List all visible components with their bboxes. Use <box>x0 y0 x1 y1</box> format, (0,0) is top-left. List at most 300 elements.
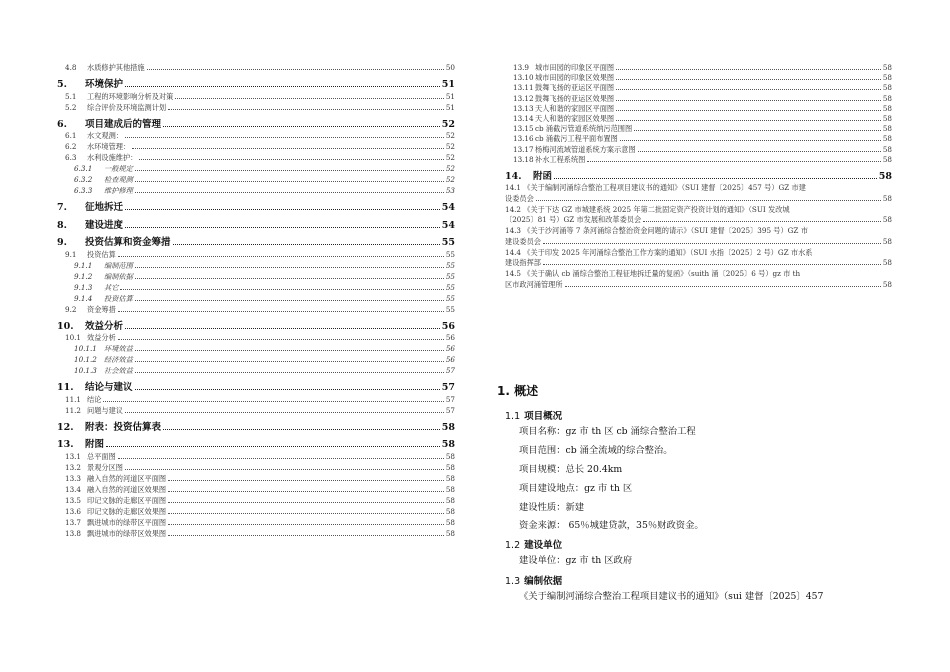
toc-section-entry[interactable] <box>65 496 455 506</box>
toc-page-number: 58 <box>882 103 892 113</box>
toc-entry-title <box>65 485 166 495</box>
toc-leader-dots <box>634 129 881 131</box>
toc-leader-dots <box>643 220 881 222</box>
toc-entry-text: 附图 <box>85 439 105 450</box>
toc-entry-number: 13.14 <box>513 114 534 123</box>
toc-page-number: 58 <box>882 63 892 72</box>
toc-section-entry[interactable] <box>65 305 455 315</box>
toc-entry-number: 10. <box>57 320 74 332</box>
toc-entry-number: 9.1.3 <box>74 282 93 292</box>
toc-entry-title <box>65 305 116 315</box>
toc-page-number: 52 <box>445 142 455 151</box>
toc-appendix-letter-entry[interactable] <box>505 205 892 226</box>
toc-entry-title <box>57 76 123 90</box>
toc-entry-text: 其它 <box>104 282 119 292</box>
toc-page-number: 55 <box>441 237 455 248</box>
toc-entry-text: 飘进城市的绿带区平面图 <box>87 517 167 527</box>
toc-leader-dots <box>175 97 444 99</box>
toc-leader-dots <box>168 108 444 110</box>
toc-entry-title <box>65 333 116 343</box>
toc-entry-title <box>57 436 104 450</box>
toc-page-number: 58 <box>882 73 892 83</box>
toc-leader-dots <box>120 288 443 290</box>
toc-entry-text: 结论与建议 <box>85 382 133 393</box>
subsection-title: 编制依据 <box>524 576 563 587</box>
toc-appendix-line-end <box>505 280 892 291</box>
toc-section-entry[interactable] <box>65 333 455 343</box>
toc-entry-title <box>74 261 133 271</box>
toc-leader-dots <box>118 338 444 340</box>
toc-entry-number: 13.4 <box>65 484 82 494</box>
toc-leader-dots <box>139 158 444 160</box>
subsection-title: 建设单位 <box>524 540 563 551</box>
toc-section-entry[interactable] <box>65 529 455 539</box>
toc-leader-dots <box>168 501 444 503</box>
subsection-heading-construction-unit <box>505 537 562 551</box>
toc-entry-title <box>65 92 173 102</box>
toc-entry-number: 6.3.3 <box>74 186 93 195</box>
toc-leader-dots <box>543 242 881 244</box>
toc-entry-number: 5. <box>57 79 67 90</box>
toc-section-entry[interactable] <box>65 395 455 405</box>
toc-section-entry[interactable] <box>65 518 455 528</box>
toc-entry-number: 6.3.1 <box>74 164 93 173</box>
toc-entry-text: 景观分区图 <box>87 462 123 472</box>
toc-appendix-line-end <box>505 194 892 205</box>
toc-appendix-line: 14.4 《关于印发 2025 年河涌综合整治工作方案的通知》（SUI 水指〔2025〕2 号）GZ 市水系 <box>505 247 813 257</box>
toc-entry-number: 14. <box>505 171 522 182</box>
toc-page-number: 55 <box>445 271 455 281</box>
toc-entry-title <box>57 419 161 433</box>
toc-leader-dots <box>616 109 881 111</box>
toc-entry-text: 投资估算 <box>104 293 133 303</box>
toc-chapter-entry[interactable] <box>57 76 455 90</box>
toc-entry-text: 维护修理 <box>104 186 133 195</box>
toc-entry-number: 13.10 <box>513 73 534 83</box>
toc-page-number: 58 <box>882 154 892 164</box>
toc-subsection-entry[interactable] <box>74 344 455 354</box>
toc-entry-text: 经济效益 <box>104 355 133 364</box>
toc-leader-dots <box>587 160 881 162</box>
toc-entry-number: 12. <box>57 421 74 433</box>
toc-leader-dots <box>135 388 440 390</box>
toc-entry-title <box>74 366 133 376</box>
toc-page-number: 56 <box>445 344 455 353</box>
toc-section-entry[interactable] <box>513 114 892 124</box>
toc-entry-text: 编制依据 <box>104 271 133 281</box>
toc-entry-number: 13.3 <box>65 473 82 483</box>
toc-entry-number: 13.7 <box>65 517 82 527</box>
toc-entry-number: 9.1.4 <box>74 293 93 303</box>
toc-page-number: 58 <box>445 517 455 527</box>
toc-chapter-entry[interactable] <box>57 318 455 332</box>
toc-entry-number: 9.1.1 <box>74 260 93 270</box>
project-scale-line: 项目规模：总长 20.4km <box>519 464 623 475</box>
toc-entry-title <box>513 104 614 114</box>
toc-leader-dots <box>135 191 444 193</box>
toc-appendix-line-end <box>505 237 892 248</box>
toc-entry-number: 13.17 <box>513 144 534 154</box>
toc-page-number: 58 <box>445 495 455 505</box>
toc-leader-dots <box>125 411 444 413</box>
toc-entry-title <box>65 496 166 506</box>
toc-entry-text: 印记文脉的走廊区效果图 <box>87 506 167 516</box>
toc-entry-text: 杨梅河流域管道系统方案示意图 <box>535 144 636 154</box>
toc-entry-title <box>513 114 614 124</box>
toc-appendix-line: 14.3 《关于沙河涌等 7 条河涌综合整治资金问题的请示》（SUI 建督〔2025〕395 号）GZ 市 <box>505 226 808 235</box>
toc-leader-dots <box>168 479 444 481</box>
toc-entry-number: 7. <box>57 202 67 213</box>
toc-entry-text: 鼓舞飞扬的亚运区平面图 <box>535 83 615 93</box>
toc-page-number: 58 <box>441 421 455 433</box>
toc-entry-title <box>74 355 133 365</box>
toc-section-entry[interactable] <box>65 452 455 462</box>
toc-entry-title <box>513 63 614 73</box>
toc-page-number: 52 <box>445 131 455 140</box>
toc-leader-dots <box>147 68 444 70</box>
subsection-heading-basis <box>505 573 562 587</box>
toc-leader-dots <box>168 490 444 492</box>
toc-leader-dots <box>118 310 444 312</box>
toc-entry-text: 天人和谐的家园区效果图 <box>535 114 615 123</box>
toc-entry-title <box>65 63 145 73</box>
toc-page-number: 55 <box>445 260 455 270</box>
toc-entry-text: 附函 <box>533 171 553 182</box>
toc-page-number: 52 <box>445 175 455 184</box>
toc-section-entry[interactable] <box>65 131 455 141</box>
toc-entry-number: 11.2 <box>65 405 82 415</box>
toc-page-number: 57 <box>445 366 455 375</box>
toc-chapter-entry[interactable] <box>57 199 455 213</box>
toc-subsection-entry[interactable] <box>74 261 455 271</box>
toc-entry-text: 城市田园的印象区平面图 <box>535 63 615 72</box>
toc-section-entry[interactable] <box>65 406 455 416</box>
section-title-overview: 1. 概述 <box>497 384 539 398</box>
toc-page-number: 58 <box>882 83 892 93</box>
toc-page-number: 58 <box>882 258 892 267</box>
toc-appendix-line-end <box>505 258 892 269</box>
toc-section-entry[interactable] <box>513 94 892 104</box>
toc-entry-title <box>57 116 161 130</box>
toc-entry-text: 融入自然的河道区效果图 <box>87 484 167 494</box>
toc-section-entry[interactable] <box>513 83 892 93</box>
toc-entry-number: 6. <box>57 118 67 130</box>
toc-page-number: 56 <box>441 320 455 332</box>
toc-leader-dots <box>168 512 444 514</box>
toc-entry-text: 征地拆迁 <box>85 202 124 213</box>
toc-entry-number: 13.18 <box>513 154 534 164</box>
toc-entry-title <box>513 145 636 155</box>
toc-leader-dots <box>132 147 444 149</box>
toc-subsection-entry[interactable] <box>74 294 455 304</box>
toc-entry-number: 13.16 <box>513 134 534 144</box>
toc-entry-title <box>65 153 137 163</box>
toc-entry-number: 10.1.2 <box>74 355 97 364</box>
toc-leader-dots <box>168 523 444 525</box>
toc-page-number: 54 <box>441 202 455 213</box>
construction-unit-line: 建设单位：gz 市 th 区政府 <box>519 555 633 566</box>
toc-page-number: 58 <box>445 462 455 472</box>
toc-leader-dots <box>135 277 444 279</box>
toc-entry-title <box>513 83 614 93</box>
toc-section-entry[interactable] <box>65 463 455 473</box>
toc-subsection-entry[interactable] <box>74 164 455 174</box>
toc-appendix-line: 建设指挥部 <box>505 258 541 267</box>
fund-source-line: 资金来源： 65％城建贷款，35％财政资金。 <box>519 520 704 531</box>
toc-entry-text: 一般规定 <box>104 164 133 173</box>
toc-page-number: 50 <box>445 63 455 72</box>
toc-leader-dots <box>125 85 440 87</box>
toc-entry-number: 13.8 <box>65 528 82 538</box>
toc-entry-text: 资金筹措 <box>87 304 116 314</box>
toc-leader-dots <box>135 169 444 171</box>
toc-appendix-letter-entry[interactable] <box>505 183 892 204</box>
toc-section-entry[interactable] <box>65 250 455 260</box>
toc-section-entry[interactable] <box>65 507 455 517</box>
toc-entry-text: 总平面图 <box>87 451 116 461</box>
toc-page-number: 58 <box>882 93 892 103</box>
toc-leader-dots <box>616 78 881 80</box>
toc-entry-number: 6.3.2 <box>74 175 93 184</box>
toc-entry-number: 13.9 <box>513 63 530 72</box>
toc-entry-number: 10.1.3 <box>74 366 97 375</box>
toc-section-entry[interactable] <box>65 103 455 113</box>
toc-subsection-entry[interactable] <box>74 355 455 365</box>
toc-appendix-line-end <box>505 215 892 226</box>
toc-entry-number: 13.12 <box>513 93 534 103</box>
toc-page-number: 58 <box>882 215 892 224</box>
toc-subsection-entry[interactable] <box>74 366 455 376</box>
toc-entry-number: 13. <box>57 439 74 450</box>
toc-subsection-entry[interactable] <box>74 283 455 293</box>
toc-entry-text: 鼓舞飞扬的亚运区效果图 <box>535 93 615 103</box>
toc-entry-title <box>513 134 618 144</box>
toc-entry-text: 环境保护 <box>85 79 124 90</box>
toc-entry-number: 4.8 <box>65 63 77 72</box>
toc-entry-number: 11. <box>57 382 74 393</box>
toc-page-number: 58 <box>882 193 892 203</box>
toc-entry-number: 8. <box>57 219 67 231</box>
toc-section-entry[interactable] <box>513 155 892 165</box>
subsection-heading-project-overview <box>505 408 562 422</box>
toc-appendix-line: 〔2025〕81 号）GZ 市发展和改革委员会 <box>505 215 642 224</box>
toc-section-entry[interactable] <box>513 63 892 73</box>
toc-leader-dots <box>638 150 881 152</box>
toc-leader-dots <box>103 400 443 402</box>
construction-nature-line: 建设性质：新建 <box>519 502 585 513</box>
toc-page-number: 51 <box>441 79 455 90</box>
subsection-number: 1.1 <box>505 411 521 422</box>
toc-entry-text: 飘进城市的绿带区效果图 <box>87 528 167 538</box>
toc-section-entry[interactable] <box>513 124 892 134</box>
toc-leader-dots <box>163 125 440 127</box>
toc-entry-number: 9.2 <box>65 304 77 314</box>
toc-entry-text: 问题与建议 <box>87 405 123 415</box>
toc-entry-text: 补水工程系统图 <box>535 154 586 164</box>
toc-leader-dots <box>135 371 444 373</box>
toc-section-entry[interactable] <box>513 104 892 114</box>
toc-section-entry[interactable] <box>65 142 455 152</box>
toc-entry-text: 社会效益 <box>104 366 133 375</box>
toc-entry-title <box>65 250 116 260</box>
toc-entry-number: 5.2 <box>65 102 77 112</box>
toc-entry-title <box>513 94 614 104</box>
toc-leader-dots <box>620 139 881 141</box>
toc-leader-dots <box>543 263 881 265</box>
toc-entry-text: 环境效益 <box>104 344 133 353</box>
toc-entry-number: 13.15 <box>513 124 534 134</box>
toc-entry-text: 附表：投资估算表 <box>85 421 162 433</box>
toc-appendix-letter-entry[interactable] <box>505 269 892 290</box>
toc-section-entry[interactable] <box>65 153 455 163</box>
toc-appendix-line: 14.1 《关于编制河涌综合整治工程项目建议书的通知》（SUI 建督〔2025〕457 号）GZ 市建 <box>505 183 806 192</box>
toc-chapter-entry[interactable] <box>57 234 455 248</box>
toc-leader-dots <box>125 327 440 329</box>
toc-entry-number: 13.1 <box>65 451 82 461</box>
toc-entry-title <box>65 103 166 113</box>
toc-entry-number: 10.1 <box>65 333 82 342</box>
toc-chapter-entry[interactable] <box>505 168 892 182</box>
toc-entry-title <box>57 217 123 231</box>
toc-entry-number: 11.1 <box>65 394 82 404</box>
toc-chapter-entry[interactable] <box>57 379 455 393</box>
toc-entry-title <box>74 344 133 354</box>
toc-entry-text: cb 涌截污工程平面布置图 <box>535 134 618 144</box>
toc-section-entry[interactable] <box>513 134 892 144</box>
toc-entry-title <box>57 379 133 393</box>
toc-entry-title <box>65 131 123 141</box>
toc-leader-dots <box>616 119 881 121</box>
toc-leader-dots <box>135 349 444 351</box>
toc-section-entry[interactable] <box>513 145 892 155</box>
toc-section-entry[interactable] <box>65 485 455 495</box>
toc-page-number: 58 <box>882 114 892 123</box>
toc-page-number: 51 <box>445 102 455 112</box>
toc-leader-dots <box>106 445 440 447</box>
toc-entry-number: 13.5 <box>65 495 82 505</box>
toc-entry-text: 水质修护其他措施 <box>87 63 145 72</box>
toc-page-number: 58 <box>882 144 892 154</box>
toc-section-entry[interactable] <box>65 63 455 73</box>
toc-entry-text: 编制范围 <box>104 260 133 270</box>
toc-leader-dots <box>135 360 444 362</box>
toc-section-entry[interactable] <box>65 92 455 102</box>
toc-entry-text: 水环境管理： <box>87 142 131 151</box>
toc-page-number: 58 <box>445 473 455 483</box>
toc-entry-title <box>74 164 133 174</box>
toc-entry-text: 综合评价及环境监测计划 <box>87 102 167 112</box>
toc-entry-text: 印记文脉的走廊区平面图 <box>87 495 167 505</box>
toc-entry-text: 投资估算和资金筹措 <box>85 237 171 248</box>
toc-entry-title <box>65 452 116 462</box>
toc-page-number: 55 <box>445 304 455 314</box>
toc-entry-number: 5.1 <box>65 91 77 101</box>
toc-page-number: 58 <box>445 451 455 461</box>
toc-appendix-line: 设委员会 <box>505 193 534 203</box>
toc-entry-number: 6.1 <box>65 131 77 140</box>
toc-entry-title <box>74 186 133 196</box>
toc-entry-title <box>74 175 133 185</box>
toc-chapter-entry[interactable] <box>57 436 455 450</box>
toc-page-number: 53 <box>445 186 455 195</box>
toc-entry-text: 水文观测： <box>87 131 123 140</box>
project-location-line: 项目建设地点：gz 市 th 区 <box>519 483 633 494</box>
toc-entry-title <box>57 318 123 332</box>
toc-appendix-line: 建设委员会 <box>505 236 541 246</box>
toc-page-number: 55 <box>445 293 455 303</box>
toc-leader-dots <box>125 208 440 210</box>
toc-appendix-letter-entry[interactable] <box>505 226 892 247</box>
toc-entry-title <box>65 529 166 539</box>
toc-leader-dots <box>554 177 877 179</box>
toc-entry-title <box>74 272 133 282</box>
toc-page-number: 52 <box>441 118 455 130</box>
toc-entry-title <box>74 283 118 293</box>
toc-page-number: 57 <box>441 382 455 393</box>
toc-subsection-entry[interactable] <box>74 175 455 185</box>
toc-entry-title <box>65 518 166 528</box>
toc-leader-dots <box>118 457 444 459</box>
toc-page-number: 54 <box>441 219 455 231</box>
subsection-number: 1.2 <box>505 540 521 551</box>
toc-page-number: 58 <box>445 506 455 516</box>
toc-entry-text: 结论 <box>87 394 102 404</box>
toc-leader-dots <box>135 266 444 268</box>
toc-page-number: 51 <box>445 91 455 101</box>
toc-subsection-entry[interactable] <box>74 272 455 282</box>
toc-leader-dots <box>565 285 881 287</box>
toc-section-entry[interactable] <box>65 474 455 484</box>
toc-entry-text: 城市田园的印象区效果图 <box>535 73 615 83</box>
project-scope-line: 项目范围：cb 涌全流域的综合整治。 <box>519 445 673 456</box>
toc-chapter-entry[interactable] <box>57 419 455 433</box>
toc-chapter-entry[interactable] <box>57 116 455 130</box>
toc-entry-title <box>57 234 171 248</box>
toc-appendix-letter-entry[interactable] <box>505 248 892 269</box>
toc-leader-dots <box>173 243 440 245</box>
basis-line: 《关于编制河涌综合整治工程项目建议书的通知》（sui 建督〔2025〕457 <box>519 591 824 602</box>
toc-entry-text: 融入自然的河道区平面图 <box>87 473 167 483</box>
toc-entry-title <box>513 73 614 83</box>
toc-leader-dots <box>163 428 440 430</box>
toc-page-number: 56 <box>445 333 455 342</box>
toc-page-number: 57 <box>445 405 455 415</box>
toc-entry-text: 水利设施维护： <box>87 153 138 162</box>
toc-entry-title <box>57 199 123 213</box>
toc-page-number: 57 <box>445 394 455 404</box>
toc-entry-title <box>65 406 123 416</box>
toc-entry-number: 13.6 <box>65 506 82 516</box>
toc-page-number: 55 <box>445 282 455 292</box>
toc-entry-number: 13.13 <box>513 103 534 113</box>
toc-entry-text: 工程的环境影响分析及对策 <box>87 91 174 101</box>
toc-leader-dots <box>536 199 881 201</box>
toc-section-entry[interactable] <box>513 73 892 83</box>
toc-subsection-entry[interactable] <box>74 186 455 196</box>
toc-page-number: 56 <box>445 355 455 364</box>
toc-entry-number: 10.1.1 <box>74 344 97 353</box>
toc-entry-text: 项目建成后的管理 <box>85 118 162 130</box>
toc-chapter-entry[interactable] <box>57 217 455 231</box>
toc-leader-dots <box>135 180 444 182</box>
toc-page-number: 55 <box>445 249 455 259</box>
toc-entry-number: 6.3 <box>65 153 77 162</box>
toc-appendix-line: 14.2 《关于下达 GZ 市城建系统 2025 年第二批固定资产投资计划的通知》（SUI 发改城 <box>505 204 790 214</box>
toc-entry-title <box>65 142 130 152</box>
toc-page-number: 52 <box>445 164 455 173</box>
toc-leader-dots <box>616 99 881 101</box>
toc-page-number: 58 <box>445 484 455 494</box>
